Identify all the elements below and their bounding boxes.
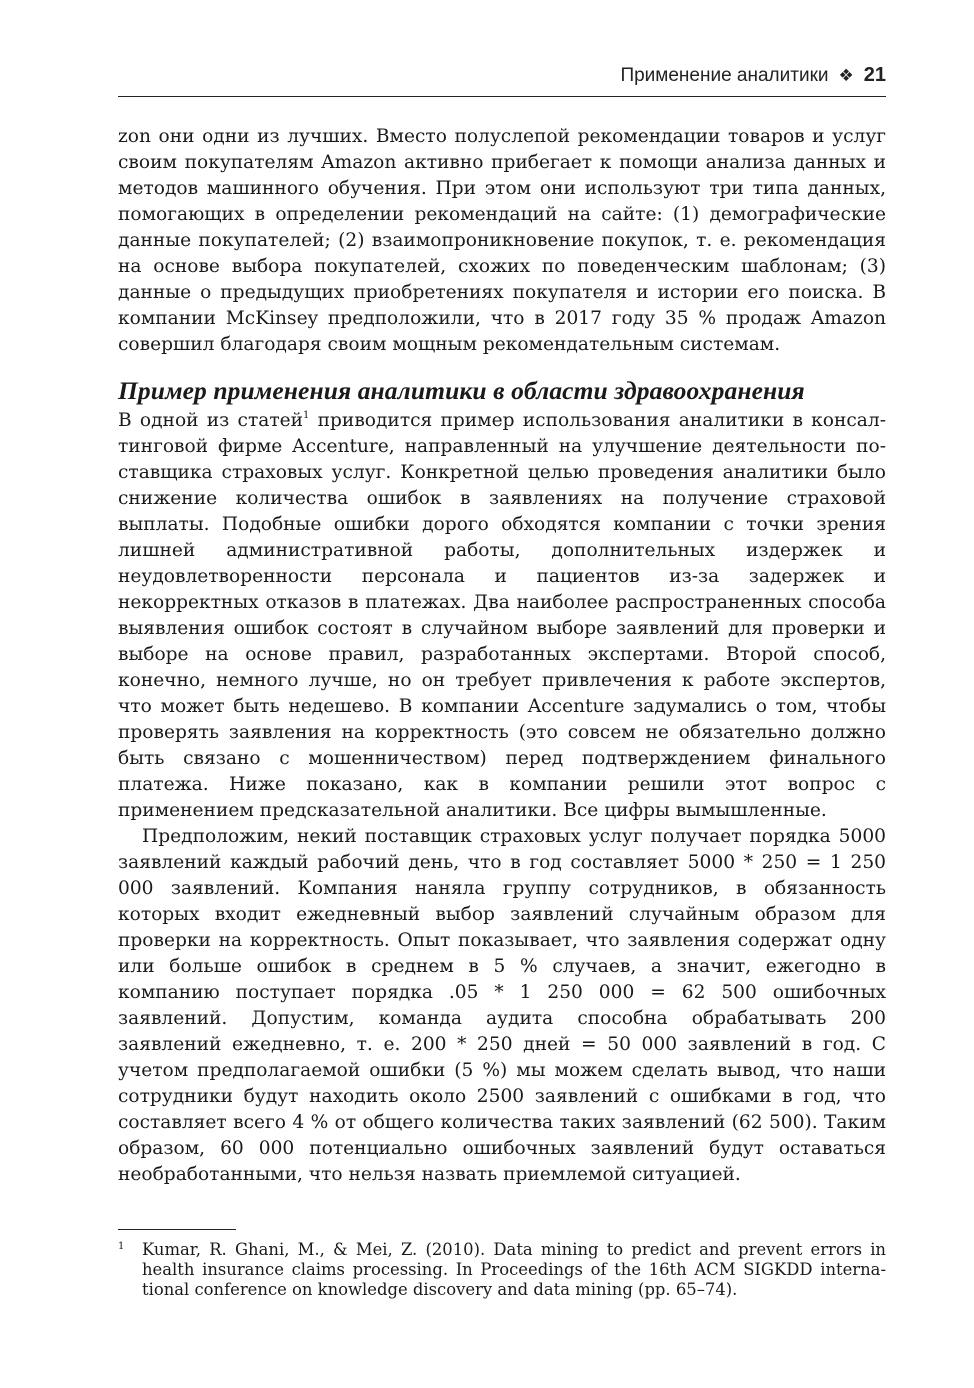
footnote-text: Kumar, R. Ghani, M., & Mei, Z. (2010). Data mining to predict and prevent errors in health insurance claims processing. In Proceedings of the 16th ACM SIGKDD international conference on knowledge discovery and data mining (pp. 65–74). <box>142 1240 886 1299</box>
footnote-mark: 1 <box>118 1241 125 1252</box>
footnote-reference[interactable]: 1 <box>303 410 310 421</box>
page-number: 21 <box>863 64 886 86</box>
footnote <box>118 1240 886 1300</box>
section-heading: Пример применения аналитики в области здравоохранения <box>118 376 805 405</box>
paragraph-accenture <box>118 408 886 824</box>
ornament-icon: ❖ <box>838 66 854 85</box>
running-title: Применение аналитики <box>620 65 829 86</box>
paragraph-amazon: zon они одни из лучших. Вместо полуслепой рекомендации товаров и услуг своим покупателям Amazon активно прибегает к помощи анализа данных и методов машинного обучения. При этом они используют три типа данных, помогающих в определении рекомендаций на сайте: (1) демографические данные покупателей; (2) взаимопроникновение покупок, т. е. рекомендация на основе выбора покупателей, схожих по поведенческим шаблонам; (3) данные о предыдущих приобретениях покупателя и истории его поиска. В компании McKinsey предположили, что в 2017 году 35 % продаж Amazon совершил благодаря своим мощным рекомендательным системам. <box>118 126 886 355</box>
paragraph-example-calculation: Предположим, некий поставщик страховых услуг получает порядка 5000 заявлений каждый рабочий день, что в год составляет 5000 * 250 = 1 250 000 заявлений. Компания наняла группу сотрудников, в обязанность которых входит ежедневный выбор заявлений случайным образом для проверки на корректность. Опыт показывает, что заявления содержат одну или больше ошибок в среднем в 5 % случаев, а значит, ежегодно в компанию поступает порядка .05 * 1 250 000 = 62 500 ошибочных заявлений. Допустим, команда аудита способна обрабатывать 200 заявлений ежедневно, т. е. 200 * 250 дней = 50 000 заявлений в год. С учетом предполагаемой ошибки (5 %) мы можем сделать вывод, что наши сотрудники будут находить около 2500 заявлений с ошибками в год, что составляет всего 4 % от общего количества таких заявлений (62 500). Таким образом, 60 000 потенциально ошибочных заявлений будут оставаться необработанными, что нельзя назвать приемлемой ситуацией. <box>118 826 886 1185</box>
running-header <box>118 64 886 97</box>
page-content <box>118 64 886 1188</box>
paragraph-accenture-start: В одной из статей <box>118 410 304 431</box>
footnote-divider <box>118 1229 236 1230</box>
paragraph-accenture-rest: приводится пример использования аналитики в консалтинговой фирме Accenture, направленный на улучшение деятельности поставщика страховых услуг. Конкретной целью проведения аналитики было снижение количества ошибок в заявлениях на получение страховой выплаты. Подобные ошибки дорого обходятся компании с точки зрения лишней административной работы, дополнительных издержек и неудовлетворенности персонала и пациентов из-за задержек и некорректных отказов в платежах. Два наиболее распространенных способа выявления ошибок состоят в случайном выборе заявлений для проверки и выборе на основе правил, разработанных экспертами. Второй способ, конечно, немного лучше, но он требует привлечения к работе экспертов, что может быть недешево. В компании Accenture задумались о том, чтобы проверять заявления на корректность (это совсем не обязательно должно быть связано с мошенничеством) перед подтверждением финального платежа. Ниже показано, как в компании решили этот вопрос с применением предсказательной аналитики. Все цифры вымышленные. <box>118 410 886 821</box>
